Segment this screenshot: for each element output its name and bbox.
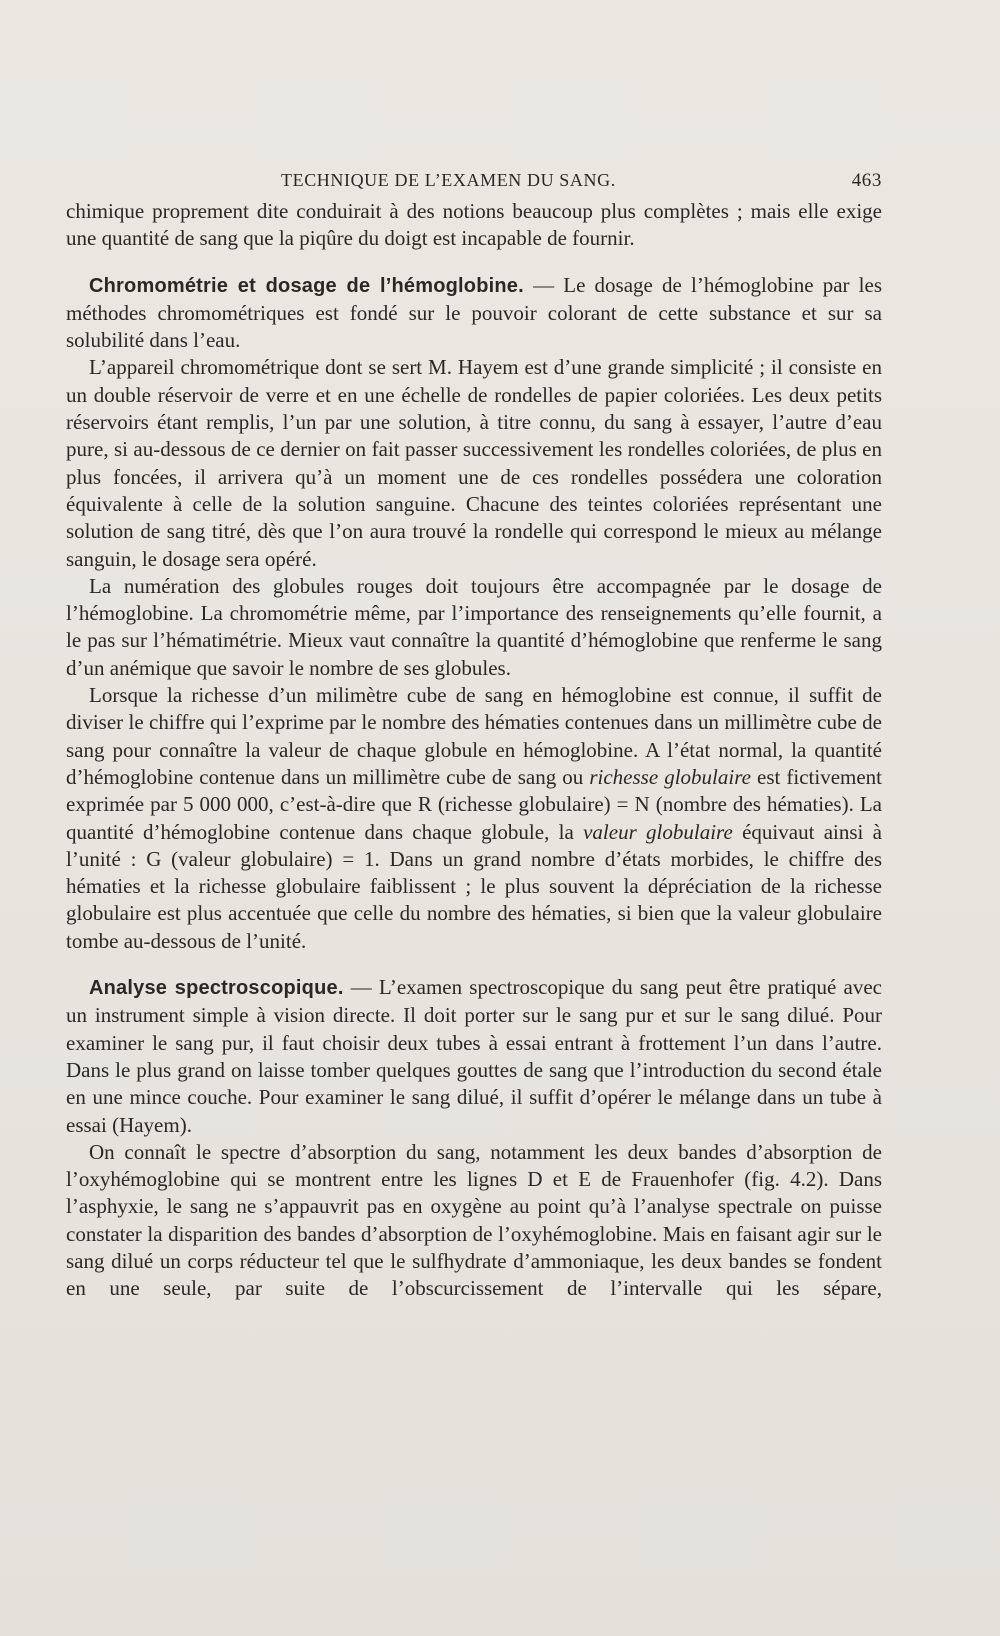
paragraph-text: — Le dosage de l’hémoglobine par les méthodes chromométriques est fondé sur le pouvoir colorant de cette substance et sur sa solubilité dans l’eau. xyxy=(66,272,883,353)
paragraph-spectre: On connaît le spectre d’absorption du sang, notamment les deux bandes d’absorption de l’oxyhémoglobine qui se montrent entre les lignes D et E de Frauenhofer (fig. 4.2). Dans l’asphyxie, le sang ne s’appauvrit pas en oxygène au point qu’à l’analyse spectrale on puisse constater la disparition des bandes d’absorption de l’oxyhémoglobine. Mais en faisant agir sur le sang dilué un corps réducteur tel que le sulfhydrate d’ammoniaque, les deux bandes se fondent en une seule, par suite de l’obscurcissement de l’intervalle qui les sépare, xyxy=(66,1139,882,1301)
paragraph-numeration: La numération des globules rouges doit toujours être accompagnée par le dosage de l’hémoglobine. La chromométrie même, par l’importance des renseignements qu’elle fournit, a le pas sur l’hématimétrie. Mieux vaut connaître la quantité d’hémoglobine que renferme le sang d’un anémique que savoir le nombre de ses globules. xyxy=(66,573,882,680)
paragraph-text: est fictivement exprimée par 5 000 000, c’est-à-dire que R (richesse globulaire) = N (nombre des hématies). La quantité d’hémoglobine contenue dans chaque globule, la xyxy=(66,764,883,844)
paragraph-text: Lorsque la richesse d’un milimètre cube de sang en hémoglobine est connue, il suffit de diviser le chiffre qui l’exprime par le nombre des hématies contenues dans un millimètre cube de sang pour connaître la valeur de chaque globule en hémoglobine. A l’état normal, la quantité d’hémoglobine contenue dans un millimètre cube de sang ou xyxy=(66,683,882,789)
page-number: 463 xyxy=(851,170,882,191)
paragraph-continuation: chimique proprement dite conduirait à des notions beaucoup plus complètes ; mais elle exige une quantité de sang que la piqûre du doigt est incapable de fournir. xyxy=(66,199,882,251)
paragraph-text: — L’examen spectroscopique du sang peut être pratiqué avec un instrument simple à vision directe. Il doit porter sur le sang pur et sur le sang dilué. Pour examiner le sang pur, il faut choisir deux tubes à essai entrant à frottement l’un dans l’autre. Dans le plus grand on laisse tomber quelques gouttes de sang que l’introduction du second étale en une mince couche. Pour examiner le sang dilué, il suffit d’opérer le mélange dans un tube à essai (Hayem). xyxy=(66,975,882,1137)
paragraph-text: équivaut ainsi à l’unité : G (valeur globulaire) = 1. Dans un grand nombre d’états morbides, le chiffre des hématies et la richesse globulaire faiblissent ; le plus souvent la dépréciation de la richesse globulaire est plus accentuée que celle du nombre des hématies, si bien que la valeur globulaire tombe au-dessous de l’unité. xyxy=(66,819,883,953)
paragraph-chromometrie xyxy=(66,272,882,355)
section-heading-chromometrie: Chromométrie et dosage de l’hémoglobine. xyxy=(89,274,524,297)
body-text xyxy=(66,198,882,1303)
section-heading-spectroscopique: Analyse spectroscopique. xyxy=(89,977,344,1000)
paragraph-appareil: L’appareil chromométrique dont se sert M. Hayem est d’une grande simplicité ; il consiste en un double réservoir de verre et en une échelle de rondelles de papier coloriées. Les deux petits réservoirs étant remplis, l’un par une solution, à titre connu, du sang à essayer, l’autre d’eau pure, si au-dessous de ce dernier on fait passer successivement les rondelles coloriées, de plus en plus foncées, il arrivera qu’à un moment une de ces rondelles possédera une coloration équivalente à celle de la solution sanguine. Chacune des teintes coloriées représentant une solution de sang titré, dès que l’on aura trouvé la rondelle qui correspond le mieux au mélange sanguin, le dosage sera opéré. xyxy=(66,355,882,571)
italic-term: valeur globulaire xyxy=(583,819,733,844)
running-title: TECHNIQUE DE L’EXAMEN DU SANG. xyxy=(281,170,616,190)
running-header xyxy=(66,166,882,196)
italic-term: richesse globulaire xyxy=(589,764,751,789)
paragraph-spectroscopique xyxy=(66,974,882,1139)
paragraph-richesse xyxy=(66,682,882,955)
